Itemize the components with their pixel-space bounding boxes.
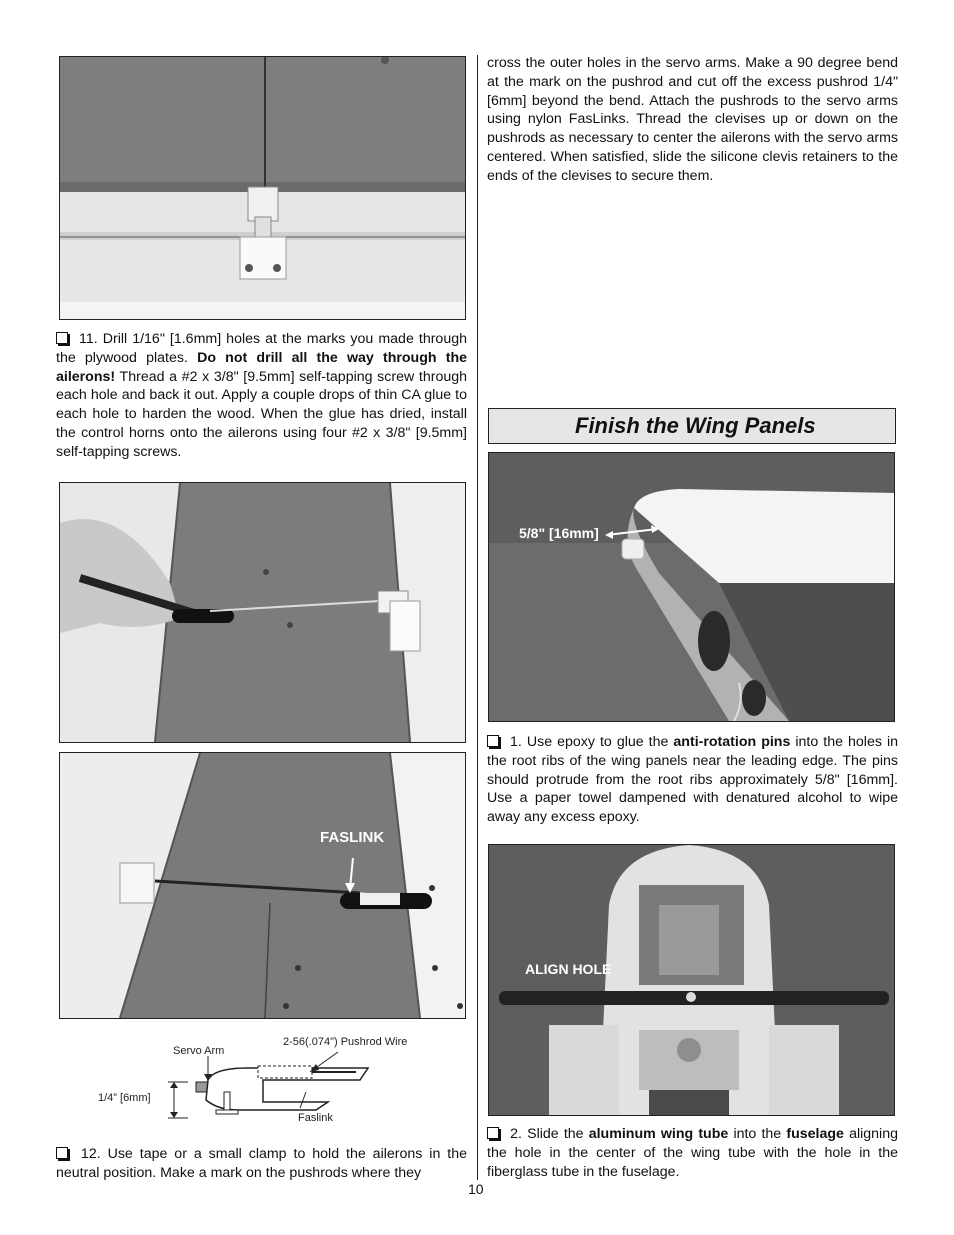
dimension-label: 1/4” [6mm] <box>98 1092 151 1104</box>
step-2-text: 2. Slide the aluminum wing tube into the fuselage aligning the hole in the center of the wing tube with the hole in the fiberglass tube in the fuselage. <box>487 1126 898 1180</box>
step-1-text: 1. Use epoxy to glue the anti-rotation pins into the holes in the root ribs of the wing panels near the leading edge. The pins should protrude from the root ribs approximately 5/8" [16mm]. Use a paper towel dampened with denatured alcohol to wipe away any excess epoxy. <box>487 734 898 826</box>
photo-fuselage-wing-tube <box>488 844 895 1116</box>
photo-anti-rotation-pin <box>488 452 895 722</box>
photo-drilling-holes <box>59 482 466 743</box>
checkbox-icon[interactable] <box>56 332 68 344</box>
step-12-text: 12. Use tape or a small clamp to hold the ailerons in the neutral position. Make a mark on the pushrods where they <box>56 1146 467 1181</box>
pushrod-wire-label: 2-56(.074") Pushrod Wire <box>283 1036 408 1048</box>
faslink-label: Faslink <box>298 1112 333 1124</box>
faslink-photo-label: FASLINK <box>320 829 385 846</box>
pin-photo-label: 5/8" [16mm] <box>519 525 599 541</box>
section-title: Finish the Wing Panels <box>575 413 816 438</box>
pushrod-diagram <box>88 1030 468 1130</box>
continued-text: cross the outer holes in the servo arms. Make a 90 degree bend at the mark on the pushrod and cut off the excess pushrod 1/4" [6mm] beyond the bend. Attach the pushrods to the servo arms using nylon FasLinks. Thread the clevises up or down on the pushrods as necessary to center the ailerons with the servo arms centered. When satisfied, slide the silicone clevis retainers to the ends of the clevises to secure them. <box>487 55 898 184</box>
checkbox-icon[interactable] <box>487 735 499 747</box>
photo-faslink <box>59 752 466 1019</box>
photo-control-horn <box>59 56 466 320</box>
checkbox-icon[interactable] <box>487 1127 499 1139</box>
section-header <box>488 408 896 444</box>
align-hole-photo-label: ALIGN HOLE <box>525 961 612 977</box>
servo-arm-label: Servo Arm <box>173 1045 225 1057</box>
step-11-text: 11. Drill 1/16" [1.6mm] holes at the marks you made through the plywood plates. Do not drill all the way through the ailerons! Thread a #2 x 3/8" [9.5mm] self-tapping screw through each hole and back it out. Apply a couple drops of thin CA glue to each hole to harden the wood. When the glue has dried, install the control horns onto the ailerons using four #2 x 3/8" [9.5mm] self-tapping screws. <box>56 331 467 460</box>
column-divider <box>477 55 478 1180</box>
checkbox-icon[interactable] <box>56 1147 68 1159</box>
page-number: 10 <box>468 1181 484 1197</box>
